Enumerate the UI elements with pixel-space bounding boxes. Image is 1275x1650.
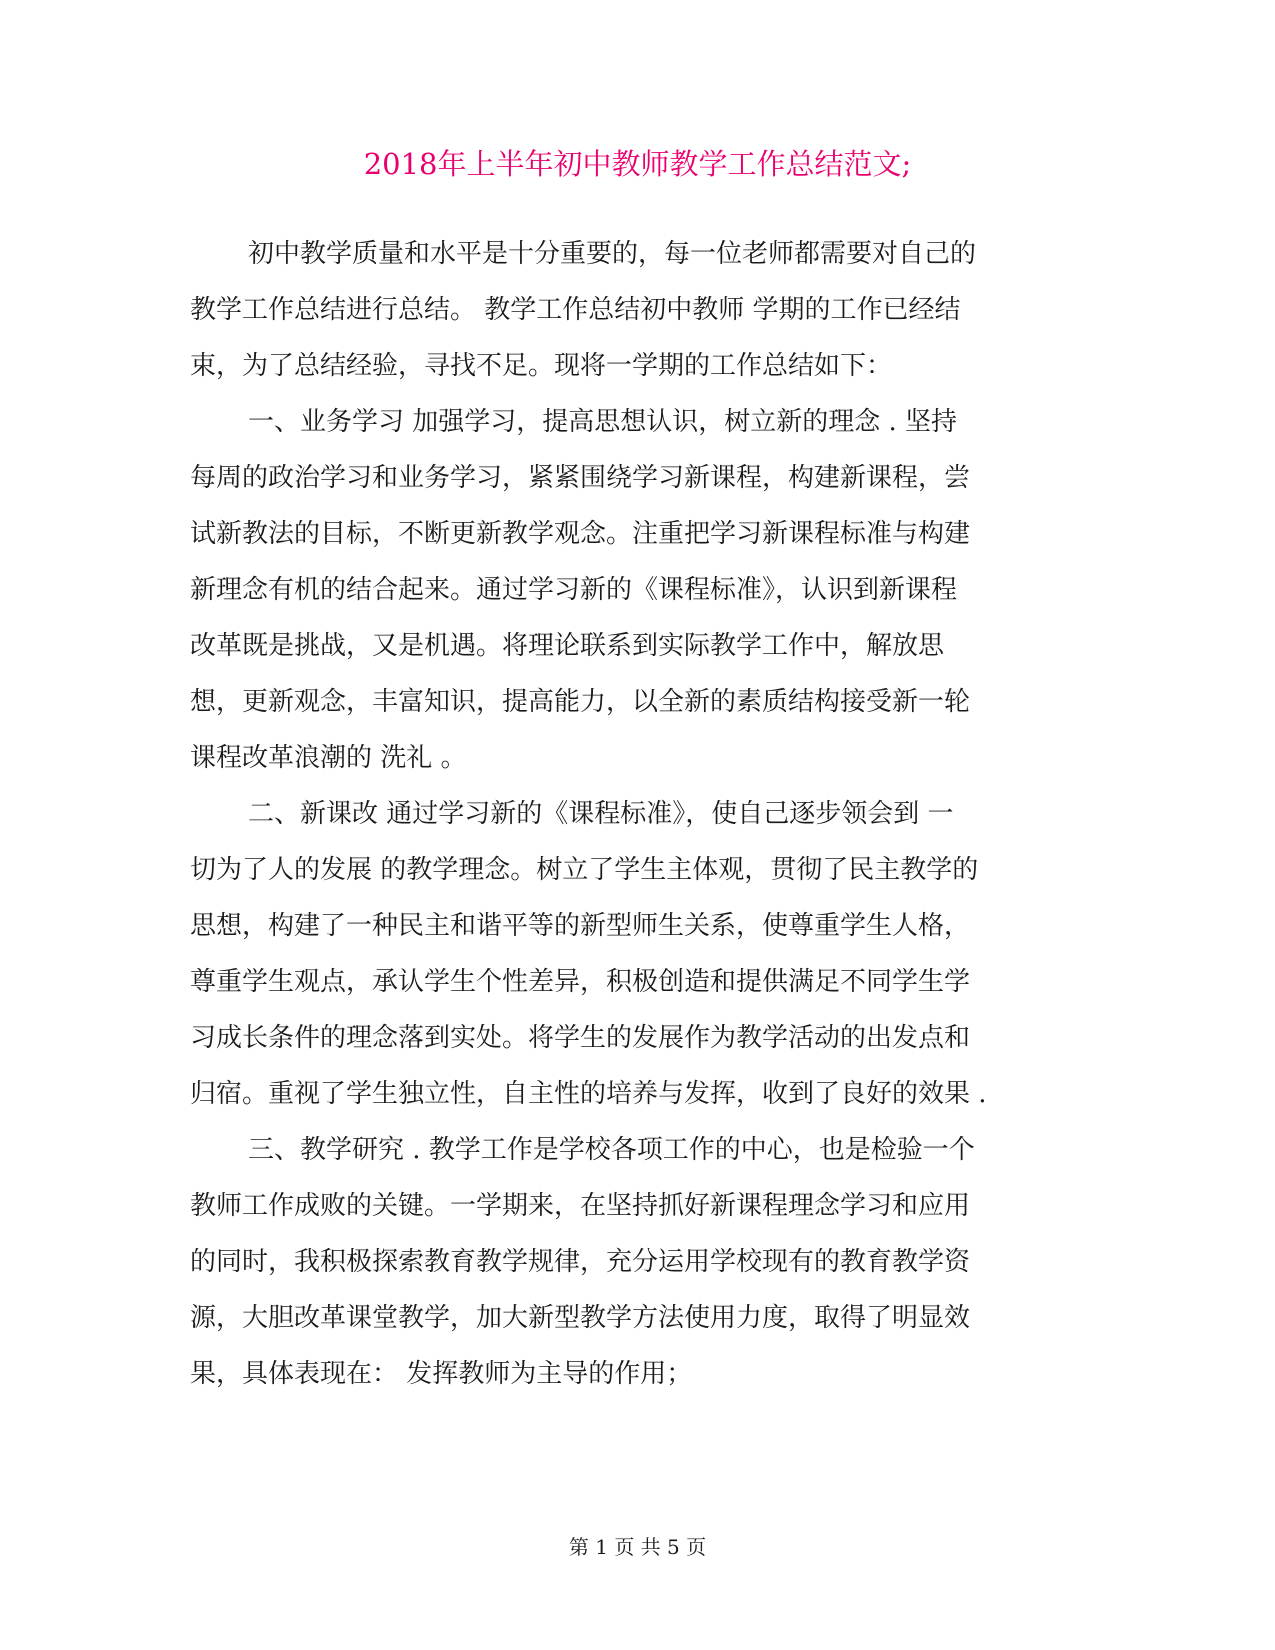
paragraph-line: 切为了人的发展 的教学理念。树立了学生主体观，贯彻了民主教学的 (190, 855, 979, 885)
paragraph-line: 束，为了总结经验，寻找不足。现将一学期的工作总结如下： (190, 351, 893, 381)
paragraph-line: 习成长条件的理念落到实处。将学生的发展作为教学活动的出发点和 (190, 1023, 971, 1053)
paragraph-line: 初中教学质量和水平是十分重要的，每一位老师都需要对自己的 (248, 239, 977, 269)
paragraph-line: 课程改革浪潮的 洗礼 。 (190, 743, 467, 773)
paragraph-line: 思想，构建了一种民主和谐平等的新型师生关系，使尊重学生人格， (190, 911, 971, 941)
paragraph-line: 新理念有机的结合起来。通过学习新的《课程标准》，认识到新课程 (190, 575, 958, 605)
paragraph-line: 果，具体表现在： 发挥教师为主导的作用； (190, 1359, 693, 1389)
paragraph-line: 教师工作成败的关键。一学期来，在坚持抓好新课程理念学习和应用 (190, 1191, 971, 1221)
paragraph-line: 归宿。重视了学生独立性，自主性的培养与发挥，收到了良好的效果 . (190, 1079, 987, 1109)
document-title: 2018年上半年初中教师教学工作总结范文; (363, 147, 912, 181)
document-body (190, 226, 1070, 1402)
paragraph-line: 教学工作总结进行总结。 教学工作总结初中教师 学期的工作已经结 (190, 295, 961, 325)
paragraph-line: 每周的政治学习和业务学习，紧紧围绕学习新课程，构建新课程，尝 (190, 463, 971, 493)
paragraph-line: 二、新课改 通过学习新的《课程标准》，使自己逐步领会到 一 (248, 799, 954, 829)
paragraph-line: 源，大胆改革课堂教学，加大新型教学方法使用力度，取得了明显效 (190, 1303, 971, 1333)
paragraph-line: 尊重学生观点，承认学生个性差异，积极创造和提供满足不同学生学 (190, 967, 971, 997)
paragraph-line: 想，更新观念，丰富知识，提高能力，以全新的素质结构接受新一轮 (190, 687, 971, 717)
paragraph-line: 一、业务学习 加强学习，提高思想认识，树立新的理念 . 坚持 (248, 407, 958, 437)
paragraph-line: 改革既是挑战，又是机遇。将理论联系到实际教学工作中，解放思 (190, 631, 945, 661)
page-number: 第 1 页 共 5 页 (568, 1535, 707, 1559)
paragraph-line: 试新教法的目标，不断更新教学观念。注重把学习新课程标准与构建 (190, 519, 971, 549)
paragraph-line: 的同时，我积极探索教育教学规律，充分运用学校现有的教育教学资 (190, 1247, 971, 1277)
paragraph-line: 三、教学研究 . 教学工作是学校各项工作的中心，也是检验一个 (248, 1135, 975, 1165)
